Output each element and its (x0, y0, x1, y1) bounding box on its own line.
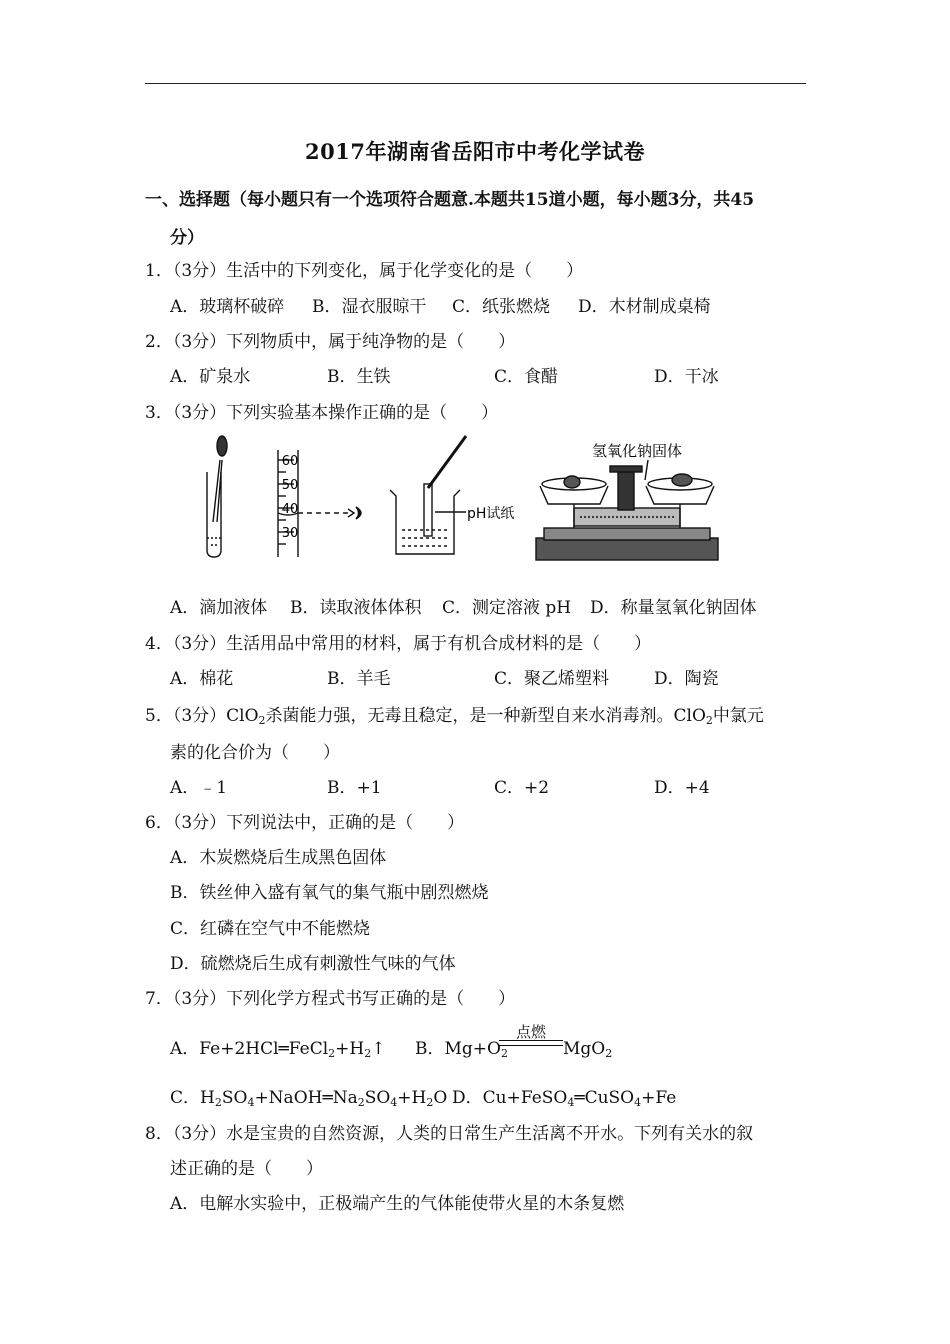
question-3-stem: 3．（3分）下列实验基本操作正确的是（ ） (145, 403, 499, 423)
q7-option-b (415, 1036, 508, 1062)
q7-a-part: ↑ (371, 1039, 386, 1059)
q3-option-d: D．称量氢氧化钠固体 (590, 598, 757, 618)
q7-c-part: O (433, 1088, 448, 1108)
q5-sub-2: 2 (705, 714, 713, 727)
cylinder-tick-40: 40 (281, 502, 299, 517)
q7-a-part: +H (335, 1039, 365, 1059)
question-7-stem: 7．（3分）下列化学方程式书写正确的是（ ） (145, 989, 516, 1009)
q7-b-condition-label: 点燃 (515, 1023, 546, 1041)
q7-option-c (170, 1085, 447, 1111)
q7-option-d (452, 1085, 676, 1111)
q7-d-sub: 4 (634, 1096, 642, 1109)
section-heading-cont: 分） (170, 228, 204, 248)
section-heading: 一、选择题（每小题只有一个选项符合题意.本题共15道小题，每小题3分，共45 (145, 190, 755, 210)
q2-option-d: D．干冰 (654, 367, 719, 387)
q1-option-b: B．湿衣服晾干 (312, 297, 427, 317)
page-title: 2017年湖南省岳阳市中考化学试卷 (305, 139, 645, 164)
q7-c-part: +H (397, 1088, 427, 1108)
q7-b-condition (499, 1024, 563, 1046)
question-6-stem: 6．（3分）下列说法中，正确的是（ ） (145, 813, 465, 833)
q5-formula-2: ClO (673, 706, 706, 726)
question-4-stem: 4．（3分）生活用品中常用的材料，属于有机合成材料的是（ ） (145, 634, 652, 654)
q5-sub: 2 (258, 714, 266, 727)
q6-option-a: A．木炭燃烧后生成黑色固体 (170, 848, 387, 868)
q7-option-b-product (563, 1036, 612, 1062)
question-2-stem: 2．（3分）下列物质中，属于纯净物的是（ ） (145, 332, 516, 352)
q7-d-part: ═CuSO (574, 1088, 635, 1108)
q4-option-c: C．聚乙烯塑料 (494, 669, 610, 689)
q6-option-c: C．红磷在空气中不能燃烧 (170, 919, 371, 939)
cylinder-tick-30: 30 (281, 526, 299, 541)
ph-paper-label: pH试纸 (467, 506, 515, 522)
balance-diagram (536, 460, 718, 560)
q5-option-c: C．+2 (494, 778, 550, 798)
question-5-stem (145, 703, 764, 729)
q5-number: 5．（3分） (145, 706, 227, 726)
q5-text-tail: 中氯元 (712, 706, 764, 726)
q2-option-a: A．矿泉水 (170, 367, 251, 387)
q7-c-sub: 4 (247, 1096, 255, 1109)
q7-b-sub: 2 (605, 1047, 613, 1060)
q8-option-a: A．电解水实验中，正极端产生的气体能使带火星的木条复燃 (170, 1194, 625, 1214)
question-8-stem: 8．（3分）水是宝贵的自然资源，人类的日常生产生活离不开水。下列有关水的叙 (145, 1124, 754, 1144)
q4-option-d: D．陶瓷 (654, 669, 719, 689)
q4-option-b: B．羊毛 (327, 669, 391, 689)
q7-b-part: B．Mg+O (415, 1039, 501, 1059)
question-5-stem-cont: 素的化合价为（ ） (170, 743, 340, 763)
q4-option-a: A．棉花 (170, 669, 234, 689)
q7-c-part: +NaOH═Na (254, 1088, 358, 1108)
q7-a-sub: 2 (328, 1047, 336, 1060)
top-rule (145, 83, 806, 84)
question-1-stem: 1．（3分）生活中的下列变化，属于化学变化的是（ ） (145, 261, 584, 281)
cylinder-tick-60: 60 (281, 454, 299, 469)
q7-d-sub: 4 (567, 1096, 575, 1109)
q7-c-sub: 2 (357, 1096, 365, 1109)
q7-c-sub: 4 (390, 1096, 398, 1109)
q5-option-a: A．﹣1 (170, 778, 228, 798)
q5-text-mid: 杀菌能力强，无毒且稳定，是一种新型自来水消毒剂。 (265, 706, 674, 726)
q7-c-sub: 2 (426, 1096, 434, 1109)
beaker-ph-diagram (390, 436, 466, 554)
q3-option-c: C．测定溶液 pH (442, 598, 572, 618)
q7-option-a (170, 1036, 385, 1062)
q6-option-b: B．铁丝伸入盛有氧气的集气瓶中剧烈燃烧 (170, 883, 489, 903)
q7-c-part: C．H (170, 1088, 215, 1108)
q1-option-c: C．纸张燃烧 (452, 297, 551, 317)
q7-b-sub: 2 (500, 1047, 508, 1060)
q5-option-b: B．+1 (327, 778, 382, 798)
q1-option-a: A．玻璃杯破碎 (170, 297, 285, 317)
q3-figure (190, 432, 720, 567)
q7-c-part: SO (364, 1088, 391, 1108)
question-8-stem-cont: 述正确的是（ ） (170, 1159, 323, 1179)
balance-label: 氢氧化钠固体 (592, 442, 683, 460)
q7-a-part: A．Fe+2HCl═FeCl (170, 1039, 329, 1059)
cylinder-tick-50: 50 (281, 478, 299, 493)
q1-option-d: D．木材制成桌椅 (578, 297, 711, 317)
q7-b-part: MgO (563, 1039, 606, 1059)
q3-option-b: B．读取液体体积 (290, 598, 422, 618)
q5-formula: ClO (226, 706, 259, 726)
q2-option-c: C．食醋 (494, 367, 559, 387)
q7-a-sub: 2 (364, 1047, 372, 1060)
q7-c-part: SO (221, 1088, 248, 1108)
q7-d-part: +Fe (641, 1088, 677, 1108)
q7-c-sub: 2 (214, 1096, 222, 1109)
q7-d-part: D．Cu+FeSO (452, 1088, 568, 1108)
q6-option-d: D．硫燃烧后生成有刺激性气味的气体 (170, 954, 456, 974)
q3-option-a: A．滴加液体 (170, 598, 268, 618)
q5-option-d: D．+4 (654, 778, 710, 798)
q2-option-b: B．生铁 (327, 367, 391, 387)
dropper-tube-diagram (207, 436, 227, 557)
